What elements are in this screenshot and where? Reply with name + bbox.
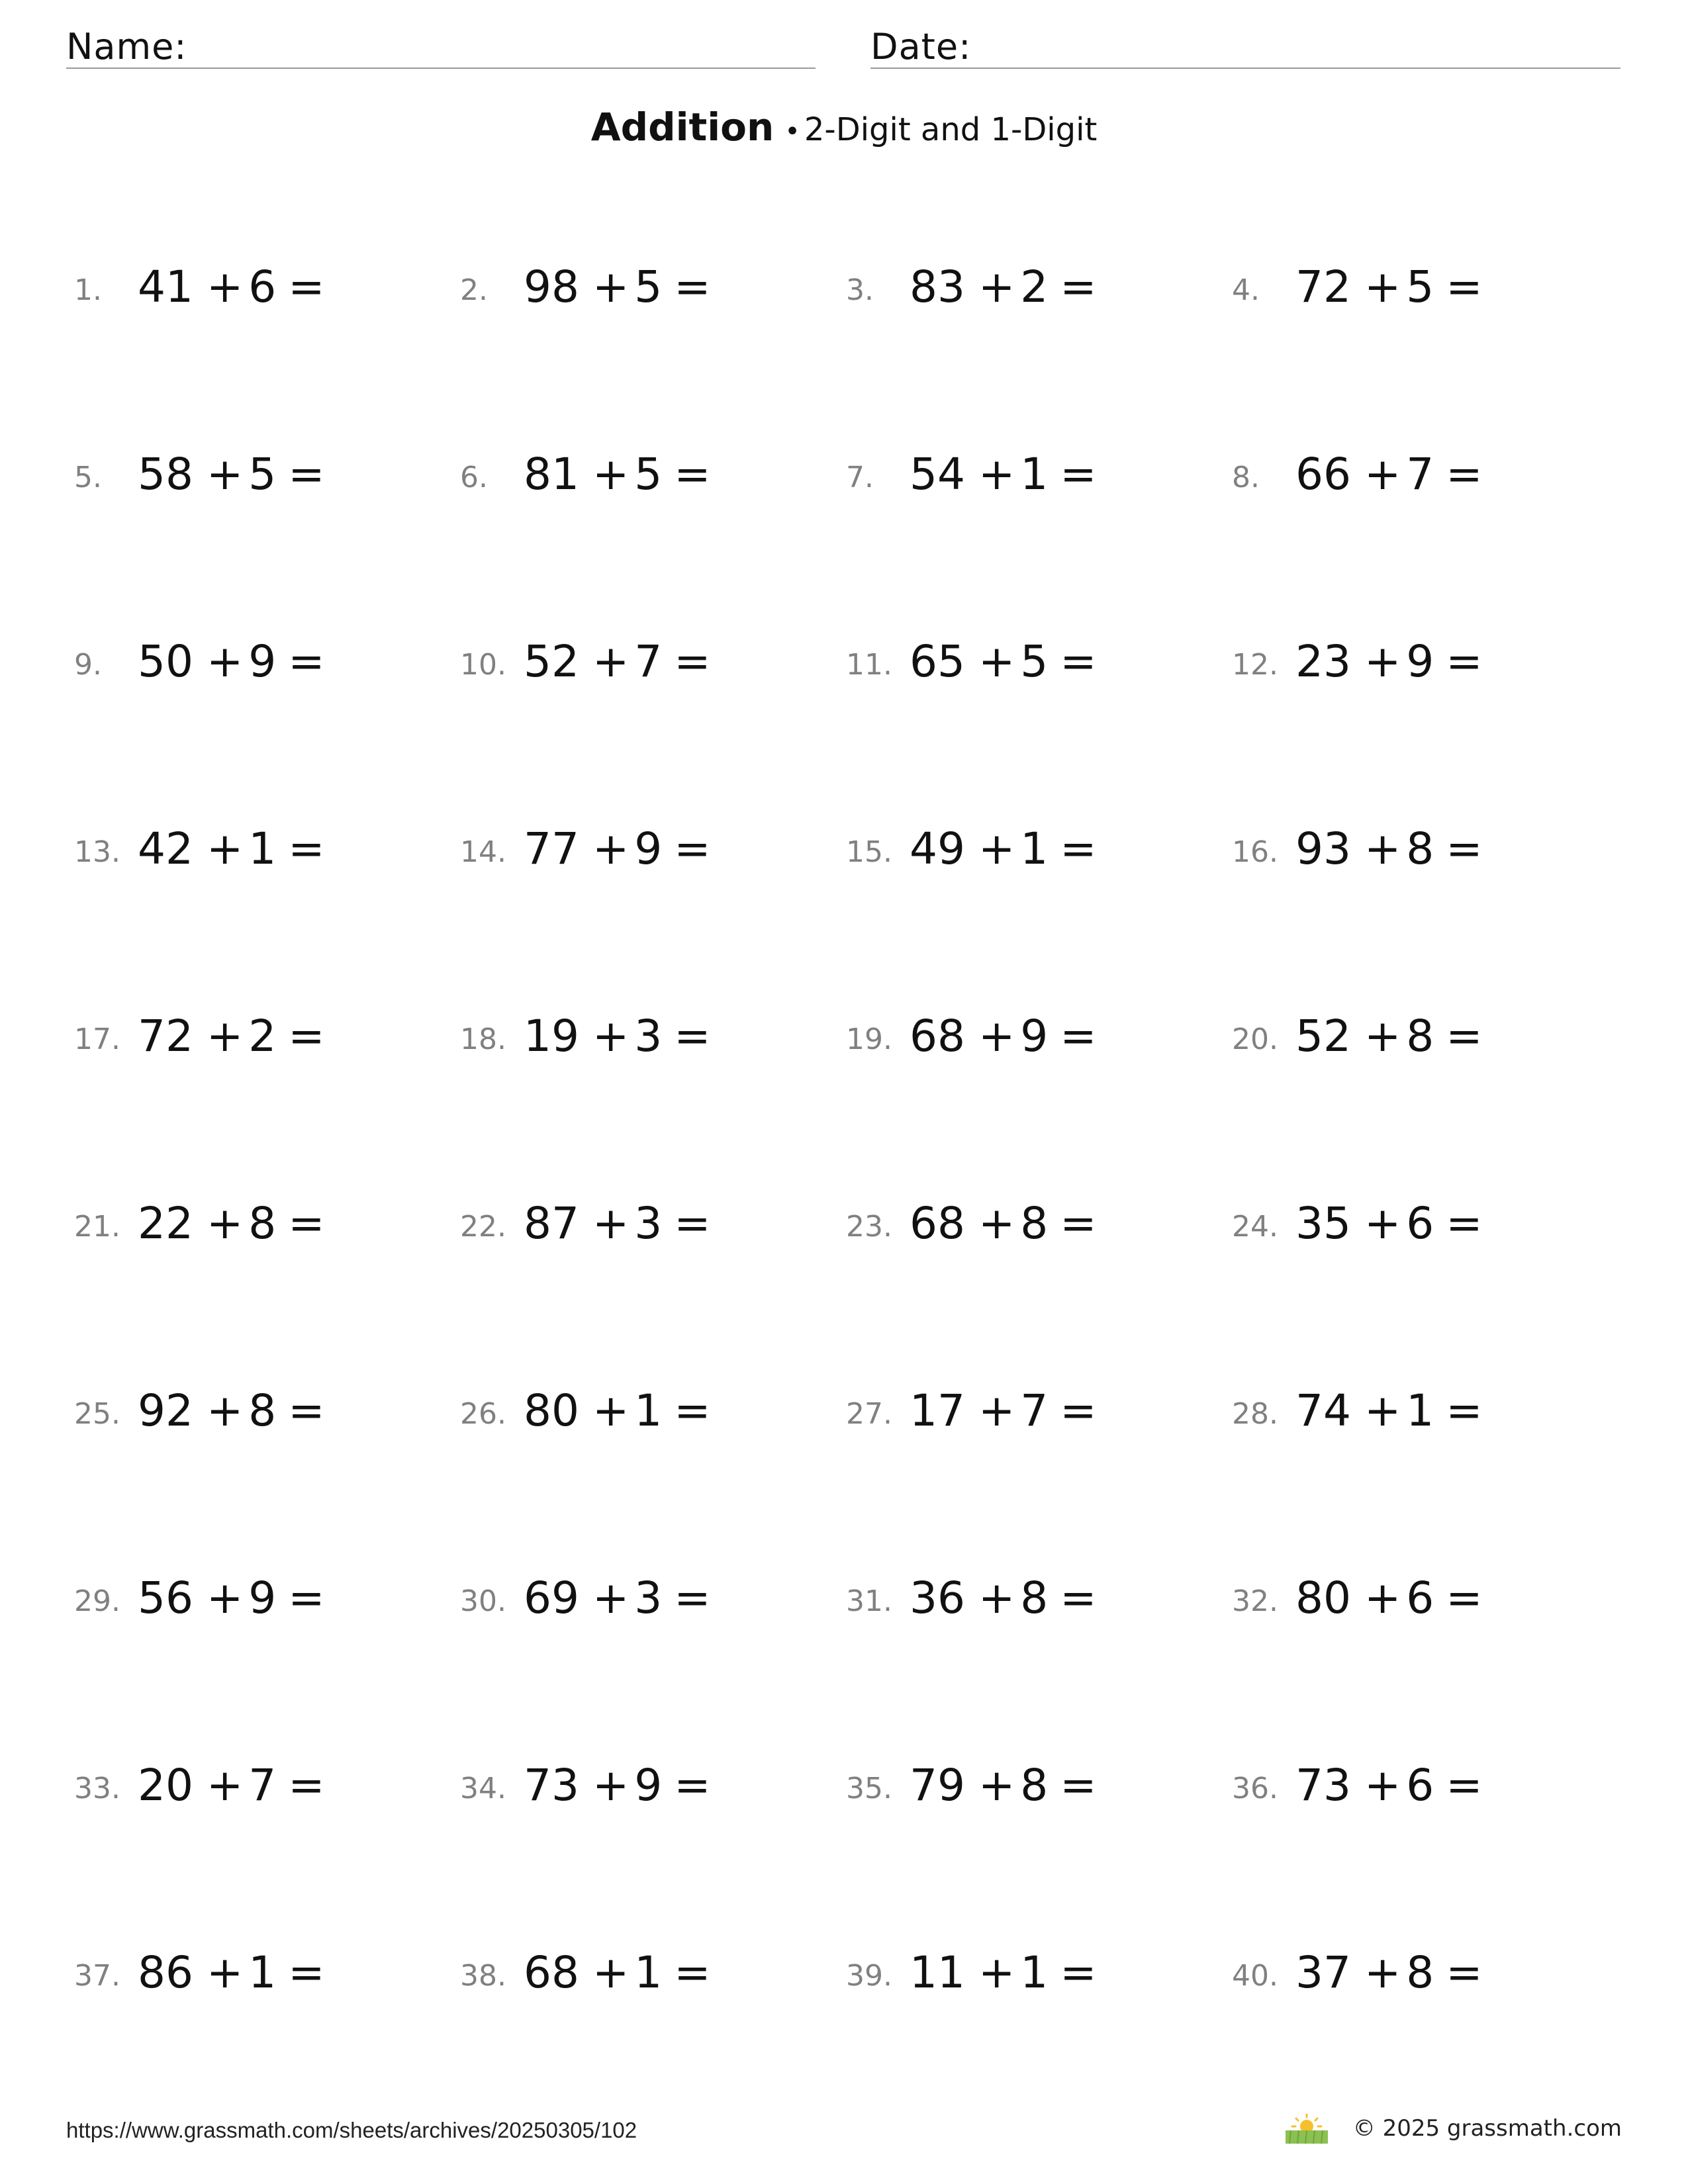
plus-sign: + [592, 823, 630, 874]
addend-b: 8 [1020, 1198, 1049, 1249]
problem-item [846, 1760, 1190, 1816]
addend-a: 68 [910, 1198, 965, 1249]
equals-sign: = [288, 636, 325, 687]
problem-number: 40. [1232, 1959, 1278, 1993]
problem-expression [1295, 449, 1483, 500]
addend-a: 50 [138, 636, 193, 687]
equals-sign: = [1446, 1011, 1483, 1062]
problem-expression [910, 1011, 1097, 1062]
equals-sign: = [674, 1947, 711, 1998]
addend-b: 9 [634, 823, 663, 874]
problem-item [1232, 1760, 1576, 1816]
equals-sign: = [1060, 1572, 1097, 1623]
addend-b: 1 [1020, 823, 1049, 874]
problem-number: 21. [74, 1210, 120, 1244]
addend-b: 3 [634, 1572, 663, 1623]
problem-item [846, 636, 1190, 692]
problem-number: 33. [74, 1772, 120, 1805]
addend-b: 7 [1020, 1385, 1049, 1436]
problem-item [846, 823, 1190, 880]
addend-b: 8 [248, 1385, 277, 1436]
addend-a: 93 [1295, 823, 1351, 874]
addend-b: 3 [634, 1011, 663, 1062]
problem-number: 10. [460, 648, 506, 682]
problem-item [1232, 636, 1576, 692]
problem-expression [524, 261, 711, 312]
equals-sign: = [1060, 261, 1097, 312]
plus-sign: + [206, 1385, 244, 1436]
grass-sun-logo-icon [1283, 2112, 1331, 2145]
plus-sign: + [592, 1198, 630, 1249]
addend-a: 23 [1295, 636, 1351, 687]
problem-item [74, 261, 418, 318]
plus-sign: + [1364, 1572, 1401, 1623]
equals-sign: = [1060, 1198, 1097, 1249]
equals-sign: = [674, 1198, 711, 1249]
problem-number: 8. [1232, 461, 1260, 494]
problem-expression [138, 449, 325, 500]
addend-b: 6 [1406, 1572, 1434, 1623]
equals-sign: = [1446, 1760, 1483, 1811]
problem-number: 35. [846, 1772, 892, 1805]
addend-b: 1 [1406, 1385, 1434, 1436]
addend-a: 58 [138, 449, 193, 500]
problem-number: 39. [846, 1959, 892, 1993]
plus-sign: + [978, 636, 1015, 687]
addend-a: 37 [1295, 1947, 1351, 1998]
problem-expression [138, 1572, 325, 1623]
problem-number: 31. [846, 1584, 892, 1618]
problem-number: 13. [74, 835, 120, 869]
addend-a: 73 [524, 1760, 579, 1811]
problem-expression [524, 1011, 711, 1062]
addend-a: 11 [910, 1947, 965, 1998]
problem-expression [138, 823, 325, 874]
addend-b: 6 [1406, 1198, 1434, 1249]
problem-expression [138, 1947, 325, 1998]
problem-number: 26. [460, 1397, 506, 1431]
equals-sign: = [1446, 636, 1483, 687]
problem-expression [138, 1760, 325, 1811]
plus-sign: + [978, 1198, 1015, 1249]
problem-item [1232, 449, 1576, 505]
addend-a: 80 [524, 1385, 579, 1436]
problem-item [1232, 261, 1576, 318]
addend-b: 9 [634, 1760, 663, 1811]
problem-item [460, 1011, 804, 1067]
addend-a: 68 [524, 1947, 579, 1998]
addend-b: 8 [248, 1198, 277, 1249]
problem-expression [910, 1198, 1097, 1249]
problem-expression [1295, 1947, 1483, 1998]
addend-b: 7 [248, 1760, 277, 1811]
problem-item [846, 261, 1190, 318]
addend-b: 9 [248, 636, 277, 687]
addend-b: 8 [1020, 1760, 1049, 1811]
problem-number: 14. [460, 835, 506, 869]
problem-item [74, 1947, 418, 2003]
equals-sign: = [1060, 1385, 1097, 1436]
equals-sign: = [674, 1760, 711, 1811]
addend-a: 66 [1295, 449, 1351, 500]
problem-number: 30. [460, 1584, 506, 1618]
equals-sign: = [674, 261, 711, 312]
equals-sign: = [288, 1385, 325, 1436]
problem-expression [138, 1011, 325, 1062]
problem-expression [524, 1198, 711, 1249]
equals-sign: = [1060, 1760, 1097, 1811]
plus-sign: + [592, 1011, 630, 1062]
problem-expression [138, 1198, 325, 1249]
problem-item [74, 1572, 418, 1629]
title-separator: • [784, 116, 800, 147]
equals-sign: = [288, 449, 325, 500]
equals-sign: = [288, 1011, 325, 1062]
addend-b: 7 [634, 636, 663, 687]
addend-b: 9 [1406, 636, 1434, 687]
problem-number: 19. [846, 1023, 892, 1056]
addend-a: 74 [1295, 1385, 1351, 1436]
addend-a: 92 [138, 1385, 193, 1436]
problem-expression [524, 1760, 711, 1811]
problem-expression [1295, 823, 1483, 874]
addend-b: 2 [248, 1011, 277, 1062]
problem-item [1232, 1385, 1576, 1441]
problem-number: 7. [846, 461, 874, 494]
addend-b: 8 [1020, 1572, 1049, 1623]
plus-sign: + [978, 1947, 1015, 1998]
plus-sign: + [206, 636, 244, 687]
problem-expression [524, 636, 711, 687]
addend-a: 79 [910, 1760, 965, 1811]
plus-sign: + [1364, 1385, 1401, 1436]
problem-number: 17. [74, 1023, 120, 1056]
problem-item [846, 1947, 1190, 2003]
problem-item [846, 1011, 1190, 1067]
problem-expression [1295, 1760, 1483, 1811]
addend-a: 72 [138, 1011, 193, 1062]
footer-url: https://www.grassmath.com/sheets/archives/20250305/102 [66, 2118, 637, 2142]
addend-b: 6 [1406, 1760, 1434, 1811]
addend-b: 5 [1020, 636, 1049, 687]
plus-sign: + [592, 1760, 630, 1811]
plus-sign: + [592, 261, 630, 312]
addend-a: 52 [524, 636, 579, 687]
equals-sign: = [1446, 1572, 1483, 1623]
problem-expression [138, 1385, 325, 1436]
problem-item [1232, 1572, 1576, 1629]
equals-sign: = [1446, 1198, 1483, 1249]
addend-a: 36 [910, 1572, 965, 1623]
addend-a: 22 [138, 1198, 193, 1249]
problem-number: 28. [1232, 1397, 1278, 1431]
problem-expression [138, 261, 325, 312]
problem-number: 12. [1232, 648, 1278, 682]
problem-item [460, 1947, 804, 2003]
footer-copyright: © 2025 grassmath.com [1352, 2115, 1622, 2142]
addend-b: 5 [1406, 261, 1434, 312]
problem-item [846, 1385, 1190, 1441]
problem-expression [524, 449, 711, 500]
equals-sign: = [1060, 823, 1097, 874]
equals-sign: = [288, 1947, 325, 1998]
problem-number: 11. [846, 648, 892, 682]
addend-a: 80 [1295, 1572, 1351, 1623]
problem-item [460, 636, 804, 692]
addend-a: 72 [1295, 261, 1351, 312]
problem-number: 18. [460, 1023, 506, 1056]
problem-expression [138, 636, 325, 687]
plus-sign: + [978, 261, 1015, 312]
addend-a: 56 [138, 1572, 193, 1623]
plus-sign: + [206, 1198, 244, 1249]
problem-number: 34. [460, 1772, 506, 1805]
problem-expression [1295, 261, 1483, 312]
equals-sign: = [1060, 636, 1097, 687]
problem-number: 3. [846, 273, 874, 307]
problem-item [74, 1198, 418, 1254]
addend-b: 9 [248, 1572, 277, 1623]
addend-b: 8 [1406, 1011, 1434, 1062]
problem-number: 38. [460, 1959, 506, 1993]
problem-item [460, 449, 804, 505]
problem-expression [1295, 1198, 1483, 1249]
equals-sign: = [1060, 1947, 1097, 1998]
addend-a: 17 [910, 1385, 965, 1436]
equals-sign: = [288, 1572, 325, 1623]
addend-b: 1 [1020, 449, 1049, 500]
equals-sign: = [674, 1385, 711, 1436]
addend-b: 2 [1020, 261, 1049, 312]
problem-number: 1. [74, 273, 102, 307]
problem-item [74, 1011, 418, 1067]
addend-b: 5 [248, 449, 277, 500]
addend-a: 69 [524, 1572, 579, 1623]
addend-b: 1 [248, 823, 277, 874]
problem-number: 2. [460, 273, 488, 307]
equals-sign: = [1446, 449, 1483, 500]
addend-a: 52 [1295, 1011, 1351, 1062]
problem-expression [910, 636, 1097, 687]
problem-item [460, 1760, 804, 1816]
addend-b: 8 [1406, 823, 1434, 874]
problem-expression [910, 449, 1097, 500]
addend-a: 35 [1295, 1198, 1351, 1249]
equals-sign: = [674, 449, 711, 500]
footer-branding [1283, 2109, 1622, 2148]
plus-sign: + [978, 1760, 1015, 1811]
problem-expression [910, 1947, 1097, 1998]
problem-expression [1295, 1011, 1483, 1062]
addend-a: 54 [910, 449, 965, 500]
addend-a: 87 [524, 1198, 579, 1249]
addend-b: 6 [248, 261, 277, 312]
problem-item [460, 1198, 804, 1254]
equals-sign: = [288, 1198, 325, 1249]
problem-item [74, 1760, 418, 1816]
title-subtitle: 2-Digit and 1-Digit [804, 111, 1098, 148]
plus-sign: + [978, 449, 1015, 500]
addend-a: 77 [524, 823, 579, 874]
problem-item [460, 1385, 804, 1441]
problem-expression [524, 1572, 711, 1623]
addend-a: 98 [524, 261, 579, 312]
problem-item [460, 823, 804, 880]
equals-sign: = [1446, 823, 1483, 874]
problem-item [74, 636, 418, 692]
equals-sign: = [1060, 1011, 1097, 1062]
problem-number: 37. [74, 1959, 120, 1993]
problem-item [1232, 1947, 1576, 2003]
plus-sign: + [206, 1572, 244, 1623]
plus-sign: + [1364, 1760, 1401, 1811]
addend-a: 42 [138, 823, 193, 874]
equals-sign: = [288, 1760, 325, 1811]
plus-sign: + [1364, 1011, 1401, 1062]
addend-a: 41 [138, 261, 193, 312]
problem-expression [910, 1760, 1097, 1811]
plus-sign: + [206, 261, 244, 312]
problem-item [1232, 1011, 1576, 1067]
problem-number: 27. [846, 1397, 892, 1431]
addend-b: 1 [1020, 1947, 1049, 1998]
plus-sign: + [206, 1947, 244, 1998]
plus-sign: + [1364, 823, 1401, 874]
plus-sign: + [206, 449, 244, 500]
problem-item [74, 1385, 418, 1441]
problem-expression [910, 823, 1097, 874]
problem-number: 32. [1232, 1584, 1278, 1618]
equals-sign: = [674, 1011, 711, 1062]
plus-sign: + [1364, 449, 1401, 500]
plus-sign: + [592, 1947, 630, 1998]
problem-number: 29. [74, 1584, 120, 1618]
problem-number: 5. [74, 461, 102, 494]
addend-a: 68 [910, 1011, 965, 1062]
problem-expression [1295, 1572, 1483, 1623]
addend-a: 86 [138, 1947, 193, 1998]
addend-b: 5 [634, 261, 663, 312]
equals-sign: = [1446, 1385, 1483, 1436]
problem-item [846, 1198, 1190, 1254]
addend-a: 83 [910, 261, 965, 312]
plus-sign: + [978, 1385, 1015, 1436]
problem-expression [524, 823, 711, 874]
plus-sign: + [592, 449, 630, 500]
equals-sign: = [1060, 449, 1097, 500]
plus-sign: + [592, 1572, 630, 1623]
problem-expression [910, 1385, 1097, 1436]
problem-number: 23. [846, 1210, 892, 1244]
addend-a: 49 [910, 823, 965, 874]
problem-number: 25. [74, 1397, 120, 1431]
equals-sign: = [1446, 261, 1483, 312]
date-label: Date: [870, 26, 972, 68]
equals-sign: = [674, 823, 711, 874]
problem-number: 15. [846, 835, 892, 869]
addend-b: 9 [1020, 1011, 1049, 1062]
plus-sign: + [592, 636, 630, 687]
plus-sign: + [1364, 636, 1401, 687]
problem-expression [910, 261, 1097, 312]
plus-sign: + [206, 1011, 244, 1062]
addend-a: 65 [910, 636, 965, 687]
equals-sign: = [674, 636, 711, 687]
equals-sign: = [1446, 1947, 1483, 1998]
problem-number: 20. [1232, 1023, 1278, 1056]
addend-a: 19 [524, 1011, 579, 1062]
problem-item [74, 449, 418, 505]
addend-b: 7 [1406, 449, 1434, 500]
equals-sign: = [288, 261, 325, 312]
addend-b: 1 [248, 1947, 277, 1998]
problem-number: 16. [1232, 835, 1278, 869]
addend-a: 73 [1295, 1760, 1351, 1811]
plus-sign: + [206, 823, 244, 874]
problem-expression [1295, 1385, 1483, 1436]
problem-number: 22. [460, 1210, 506, 1244]
problem-expression [524, 1947, 711, 1998]
title-main: Addition [590, 105, 774, 150]
plus-sign: + [1364, 1198, 1401, 1249]
name-label: Name: [66, 26, 187, 68]
plus-sign: + [1364, 1947, 1401, 1998]
problem-item [846, 1572, 1190, 1629]
problem-expression [1295, 636, 1483, 687]
problem-item [460, 1572, 804, 1629]
problem-number: 24. [1232, 1210, 1278, 1244]
plus-sign: + [1364, 261, 1401, 312]
problem-expression [910, 1572, 1097, 1623]
problem-item [460, 261, 804, 318]
problem-number: 6. [460, 461, 488, 494]
addend-b: 8 [1406, 1947, 1434, 1998]
problem-item [1232, 823, 1576, 880]
equals-sign: = [674, 1572, 711, 1623]
problem-number: 36. [1232, 1772, 1278, 1805]
equals-sign: = [288, 823, 325, 874]
plus-sign: + [978, 823, 1015, 874]
problem-expression [524, 1385, 711, 1436]
problem-item [846, 449, 1190, 505]
addend-a: 81 [524, 449, 579, 500]
problem-item [74, 823, 418, 880]
addend-b: 3 [634, 1198, 663, 1249]
problem-number: 4. [1232, 273, 1260, 307]
addend-b: 5 [634, 449, 663, 500]
problem-number: 9. [74, 648, 102, 682]
addend-a: 20 [138, 1760, 193, 1811]
plus-sign: + [592, 1385, 630, 1436]
plus-sign: + [978, 1572, 1015, 1623]
problem-item [1232, 1198, 1576, 1254]
addend-b: 1 [634, 1385, 663, 1436]
addend-b: 1 [634, 1947, 663, 1998]
plus-sign: + [206, 1760, 244, 1811]
plus-sign: + [978, 1011, 1015, 1062]
